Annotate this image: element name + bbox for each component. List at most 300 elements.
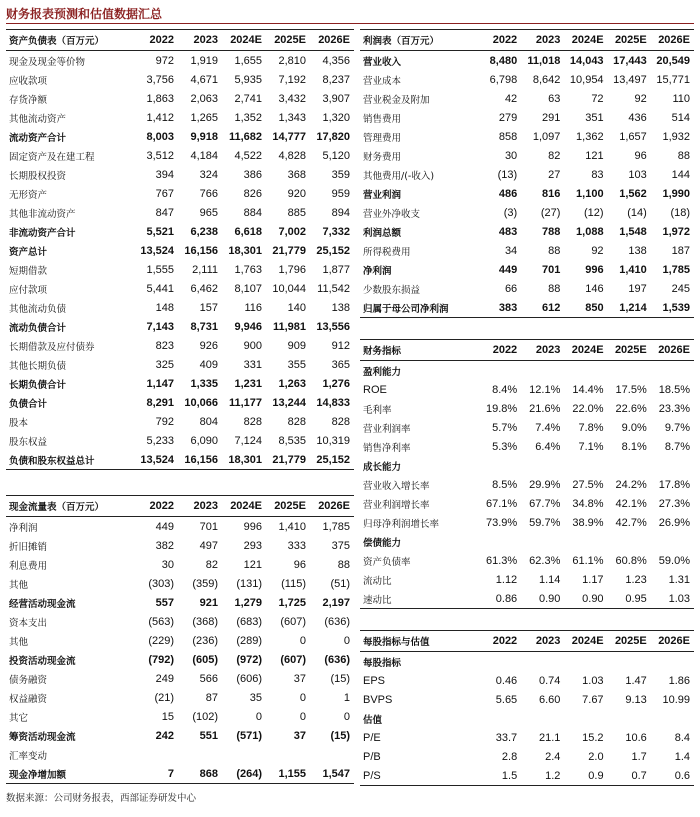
column-header: 2024E: [222, 496, 266, 517]
table-row: [360, 728, 694, 747]
cell-value: 1: [343, 691, 350, 704]
cell-value: [521, 652, 564, 672]
cell-value: 6,238: [190, 225, 218, 238]
row-label: 折旧摊销: [9, 541, 48, 553]
column-header: 2024E: [564, 340, 607, 361]
cell-value: (14): [627, 206, 647, 219]
column-header: 2022: [134, 496, 178, 517]
cell-value: 27: [548, 168, 561, 181]
cell-value: 0.90: [521, 589, 564, 609]
row-label: 应收款项: [9, 75, 48, 87]
cell-value: 996: [585, 263, 604, 276]
cell-value: 2.8: [501, 750, 518, 763]
cell-value: (236): [192, 634, 218, 647]
cell-value: 850: [564, 298, 607, 318]
cell-value: [521, 361, 564, 381]
cell-value: 18,301: [222, 450, 266, 470]
cell-value: 17,820: [316, 130, 350, 143]
table-row: [6, 146, 354, 165]
cash-flow-table: [6, 495, 354, 784]
cell-value: 13,524: [134, 450, 178, 470]
cell-value: 30: [161, 558, 174, 571]
cell-value: 9.7%: [664, 421, 690, 434]
cell-value: 8,535: [278, 434, 306, 447]
cell-value: 82: [205, 558, 218, 571]
cell-value: 828: [243, 415, 262, 428]
cell-value: 486: [498, 187, 518, 200]
cell-value: [564, 361, 607, 381]
cell-value: (51): [330, 577, 350, 590]
row-label: 权益融资: [9, 693, 48, 705]
row-label: 长期股权投资: [9, 170, 67, 182]
table-header-row: [6, 30, 354, 51]
cell-value: 3,756: [146, 73, 174, 86]
cell-value: [478, 532, 521, 551]
cell-value: 1.47: [625, 674, 647, 687]
cell-value: 884: [243, 206, 262, 219]
cell-value: 18,301: [228, 244, 262, 257]
source-note: 数据来源：公司财务报表，西部证券研发中心: [6, 793, 197, 804]
row-label: EPS: [363, 674, 386, 687]
cell-value: 1,100: [576, 187, 604, 200]
table-row: [360, 747, 694, 766]
cell-value: 38.9%: [572, 516, 604, 529]
row-label: 成长能力: [363, 461, 402, 473]
row-label: 销售净利率: [363, 442, 411, 454]
table-row: [360, 456, 694, 475]
column-header: 2022: [478, 631, 521, 652]
row-label: 归属于母公司净利润: [360, 298, 478, 318]
cell-value: 197: [628, 282, 647, 295]
table-header-row: [360, 340, 694, 361]
cell-value: 3,432: [278, 92, 306, 105]
cell-value: [608, 652, 651, 672]
column-header: 2025E: [608, 631, 651, 652]
cell-value: (289): [236, 634, 262, 647]
cell-value: 8.4%: [492, 383, 518, 396]
cell-value: (27): [540, 206, 561, 219]
cell-value: 12.1%: [529, 383, 561, 396]
cell-value: (15): [330, 672, 350, 685]
table-row: [6, 89, 354, 108]
cell-value: [651, 532, 694, 551]
cell-value: 14.4%: [572, 383, 604, 396]
cell-value: 18.5%: [658, 383, 690, 396]
row-label: 净利润: [363, 265, 392, 277]
cell-value: [310, 745, 354, 764]
row-label: 所得税费用: [363, 246, 411, 258]
cell-value: 1.7: [631, 750, 647, 763]
cell-value: 8,291: [146, 396, 174, 409]
cell-value: (972): [236, 653, 262, 666]
cell-value: 148: [155, 301, 174, 314]
cell-value: 5,233: [146, 434, 174, 447]
table-row: [360, 241, 694, 260]
cell-value: 121: [243, 558, 262, 571]
cell-value: 27.3%: [658, 497, 690, 510]
column-header: 2022: [478, 340, 521, 361]
cell-value: 766: [199, 187, 218, 200]
row-label: 营业收入增长率: [363, 480, 430, 492]
cell-value: 1,555: [146, 263, 174, 276]
cell-value: 566: [199, 672, 218, 685]
cell-value: 72: [591, 92, 604, 105]
table-row: [360, 51, 694, 71]
cell-value: 10.99: [662, 693, 690, 706]
cell-value: 13,556: [316, 320, 350, 333]
cell-value: (13): [497, 168, 518, 181]
cell-value: 66: [504, 282, 518, 295]
row-label: 其他流动资产: [9, 113, 67, 125]
cell-value: 5.3%: [492, 440, 518, 453]
row-label: 营业利润率: [363, 423, 411, 435]
cell-value: 1,539: [651, 298, 694, 318]
cell-value: 19.8%: [485, 402, 518, 415]
cell-value: (607): [280, 653, 306, 666]
cell-value: 1.2: [521, 766, 564, 786]
cell-value: [608, 361, 651, 381]
column-header: 2024E: [564, 30, 607, 51]
cell-value: 375: [331, 539, 350, 552]
cell-value: 828: [287, 415, 306, 428]
cell-value: 0: [255, 710, 262, 723]
table-row: [6, 745, 354, 764]
cell-value: 382: [155, 539, 174, 552]
cell-value: 10.6: [625, 731, 647, 744]
table-title: 现金流量表（百万元）: [6, 496, 134, 517]
row-label: 盈利能力: [363, 366, 402, 378]
income-statement-table: [360, 29, 694, 318]
cell-value: 394: [155, 168, 174, 181]
row-label: 债务融资: [9, 674, 48, 686]
cell-value: [564, 456, 607, 475]
row-label: 营业税金及附加: [363, 94, 430, 106]
cell-value: 5,120: [322, 149, 350, 162]
cell-value: (636): [324, 615, 350, 628]
cell-value: 14,043: [569, 54, 604, 67]
cell-value: (792): [148, 653, 174, 666]
cell-value: 1.03: [651, 589, 694, 609]
title-divider: [6, 23, 694, 24]
cell-value: 368: [287, 168, 306, 181]
cell-value: 0.9: [564, 766, 607, 786]
cell-value: [266, 745, 310, 764]
cell-value: 0.90: [564, 589, 607, 609]
column-header: 2024E: [564, 631, 607, 652]
cash-flow-panel: [6, 495, 354, 784]
cell-value: 2.0: [588, 750, 604, 763]
cell-value: 187: [671, 244, 690, 257]
table-row: [6, 222, 354, 241]
cell-value: [478, 652, 521, 672]
cell-value: 972: [155, 54, 174, 67]
cell-value: 868: [178, 764, 222, 784]
column-header: 2023: [178, 30, 222, 51]
row-label: 每股指标: [363, 657, 402, 669]
cell-value: 359: [331, 168, 350, 181]
cell-value: 8.1%: [621, 440, 647, 453]
row-label: 存货净额: [9, 94, 48, 106]
cell-value: 293: [243, 539, 262, 552]
table-title: 利润表（百万元）: [360, 30, 478, 51]
cell-value: 1,335: [190, 377, 218, 390]
cell-value: 0.46: [495, 674, 518, 687]
cell-value: 11,682: [228, 130, 262, 143]
column-header: 2022: [134, 30, 178, 51]
cell-value: 116: [244, 301, 262, 314]
cell-value: 8.7%: [664, 440, 690, 453]
table-row: [360, 652, 694, 672]
cell-value: (571): [236, 729, 262, 742]
cell-value: 92: [634, 92, 647, 105]
cell-value: 3,907: [322, 92, 350, 105]
cell-value: 9.0%: [621, 421, 647, 434]
column-header: 2022: [478, 30, 521, 51]
cell-value: 2,111: [192, 263, 218, 276]
row-label: 销售费用: [363, 113, 402, 125]
cell-value: 73.9%: [485, 516, 518, 529]
cell-value: 110: [672, 92, 690, 105]
cell-value: 8,003: [146, 130, 174, 143]
cell-value: 1,990: [662, 187, 690, 200]
cell-value: (18): [670, 206, 690, 219]
cell-value: 7.4%: [535, 421, 561, 434]
table-row: [6, 688, 354, 707]
row-label: 流动负债合计: [9, 322, 67, 334]
cell-value: 138: [331, 301, 350, 314]
table-row: [6, 450, 354, 470]
cell-value: 920: [287, 187, 306, 200]
cell-value: [521, 709, 564, 728]
column-header: 2026E: [651, 340, 694, 361]
cell-value: 63: [548, 92, 561, 105]
column-header: 2025E: [266, 496, 310, 517]
cell-value: 7,002: [278, 225, 306, 238]
cell-value: 6.60: [538, 693, 561, 706]
table-row: [6, 412, 354, 431]
cell-value: 386: [243, 168, 262, 181]
cell-value: 21.1: [538, 731, 561, 744]
cell-value: 858: [498, 130, 518, 143]
cell-value: 279: [498, 111, 518, 124]
table-row: [6, 574, 354, 593]
table-row: [360, 475, 694, 494]
cell-value: 14,777: [272, 130, 306, 143]
column-header: 2026E: [651, 631, 694, 652]
table-row: [6, 764, 354, 784]
cell-value: 449: [155, 520, 174, 533]
cell-value: 13,497: [613, 73, 647, 86]
cell-value: 59.7%: [529, 516, 561, 529]
cell-value: 557: [155, 596, 174, 609]
cell-value: 5,935: [234, 73, 262, 86]
cell-value: 6,618: [234, 225, 262, 238]
cell-value: 42.1%: [615, 497, 647, 510]
cell-value: 767: [155, 187, 174, 200]
row-label: 资本支出: [9, 617, 48, 629]
cell-value: [478, 456, 521, 475]
cell-value: 2,197: [322, 596, 350, 609]
column-header: 2023: [521, 340, 564, 361]
cell-value: 3,512: [146, 149, 174, 162]
row-label: P/B: [363, 750, 381, 763]
row-label: 流动比: [363, 575, 392, 587]
cell-value: 17.8%: [658, 478, 690, 491]
income-statement-panel: [360, 29, 694, 318]
cell-value: 0: [343, 634, 350, 647]
cell-value: 1.5: [478, 766, 521, 786]
cell-value: 140: [287, 301, 306, 314]
row-label: 资产总计: [9, 246, 48, 258]
cell-value: 13,524: [140, 244, 174, 257]
cell-value: 0.7: [608, 766, 651, 786]
table-row: [360, 380, 694, 399]
table-row: [6, 374, 354, 393]
cell-value: 1,352: [234, 111, 262, 124]
cell-value: 10,954: [569, 73, 604, 86]
cell-value: 6,090: [190, 434, 218, 447]
table-row: [360, 709, 694, 728]
table-title: 资产负债表（百万元）: [6, 30, 134, 51]
cell-value: 1,263: [278, 377, 306, 390]
per-share-table: [360, 630, 694, 786]
cell-value: 242: [155, 729, 174, 742]
table-row: [360, 298, 694, 318]
table-row: [6, 127, 354, 146]
cell-value: (607): [280, 615, 306, 628]
row-label: 其他长期负债: [9, 360, 67, 372]
cell-value: 10,319: [316, 434, 350, 447]
column-header: 2025E: [608, 340, 651, 361]
cell-value: 0: [299, 710, 306, 723]
table-row: [6, 612, 354, 631]
column-header: 2026E: [310, 30, 354, 51]
cell-value: 409: [199, 358, 218, 371]
row-label: 其它: [9, 712, 29, 724]
row-label: 无形资产: [9, 189, 48, 201]
cell-value: 88: [337, 558, 350, 571]
cell-value: [521, 456, 564, 475]
cell-value: 146: [585, 282, 604, 295]
cell-value: 1,796: [278, 263, 306, 276]
cell-value: 121: [585, 149, 604, 162]
table-row: [360, 589, 694, 609]
cell-value: 92: [591, 244, 604, 257]
table-row: [6, 631, 354, 650]
row-label: 其他非流动资产: [9, 208, 76, 220]
cell-value: 144: [671, 168, 690, 181]
row-label: 长期负债合计: [9, 379, 67, 391]
cell-value: 96: [293, 558, 306, 571]
table-row: [6, 669, 354, 688]
cell-value: [608, 456, 651, 475]
cell-value: 88: [677, 149, 690, 162]
financial-indicators-table: [360, 339, 694, 609]
cell-value: 0.86: [478, 589, 521, 609]
row-label: 其他费用/(-收入): [363, 170, 435, 182]
cell-value: 1.12: [495, 573, 518, 586]
cell-value: 88: [548, 244, 561, 257]
cell-value: 788: [542, 225, 561, 238]
row-label: 管理费用: [363, 132, 402, 144]
table-row: [360, 70, 694, 89]
column-header: 2025E: [608, 30, 651, 51]
cell-value: 14,833: [316, 396, 350, 409]
row-label: 现金及现金等价物: [9, 56, 86, 68]
cell-value: 4,828: [278, 149, 306, 162]
row-label: 营业利润增长率: [363, 499, 430, 511]
cell-value: 894: [331, 206, 350, 219]
cell-value: 7,124: [234, 434, 262, 447]
cell-value: (102): [192, 710, 218, 723]
cell-value: 1,410: [278, 520, 306, 533]
cell-value: 8,642: [532, 73, 561, 86]
cell-value: 82: [548, 149, 561, 162]
table-row: [6, 555, 354, 574]
cell-value: (15): [330, 729, 350, 742]
cell-value: 1,763: [234, 263, 262, 276]
cell-value: 34.8%: [572, 497, 604, 510]
cell-value: 87: [205, 691, 218, 704]
cell-value: 1.17: [582, 573, 604, 586]
table-title: 每股指标与估值: [360, 631, 478, 652]
balance-sheet-panel: [6, 29, 354, 470]
cell-value: 1.14: [538, 573, 561, 586]
cell-value: 1.23: [625, 573, 647, 586]
cell-value: 847: [155, 206, 174, 219]
cell-value: (563): [148, 615, 174, 628]
cell-value: 912: [331, 339, 350, 352]
cell-value: 35: [249, 691, 262, 704]
table-row: [360, 418, 694, 437]
cell-value: 8.4: [674, 731, 690, 744]
table-row: [6, 707, 354, 726]
row-label: 经营活动现金流: [9, 598, 76, 610]
cell-value: 21.6%: [529, 402, 561, 415]
cell-value: 0.74: [538, 674, 561, 687]
cell-value: 0: [299, 634, 306, 647]
cell-value: 83: [591, 168, 604, 181]
cell-value: 1,088: [576, 225, 604, 238]
cell-value: 497: [199, 539, 218, 552]
cell-value: 8,480: [489, 54, 518, 67]
cell-value: 8,107: [234, 282, 262, 295]
row-label: 投资活动现金流: [9, 655, 76, 667]
table-row: [360, 513, 694, 532]
cell-value: 1.86: [668, 674, 690, 687]
cell-value: 1,343: [278, 111, 306, 124]
row-label: 其他: [9, 579, 29, 591]
cell-value: 7.67: [582, 693, 604, 706]
cell-value: 138: [628, 244, 647, 257]
row-label: 偿债能力: [363, 537, 402, 549]
row-label: 筹资活动现金流: [9, 731, 76, 743]
row-label: 资产负债率: [363, 556, 411, 568]
cell-value: 20,549: [656, 54, 690, 67]
row-label: 财务费用: [363, 151, 402, 163]
column-header: 2023: [521, 631, 564, 652]
row-label: 汇率变动: [9, 750, 48, 762]
table-row: [360, 203, 694, 222]
table-row: [360, 184, 694, 203]
cell-value: [222, 745, 266, 764]
table-row: [6, 279, 354, 298]
table-row: [360, 165, 694, 184]
cell-value: 1,863: [146, 92, 174, 105]
cell-value: 25,152: [316, 244, 350, 257]
cell-value: 2,741: [234, 92, 262, 105]
cell-value: (683): [236, 615, 262, 628]
